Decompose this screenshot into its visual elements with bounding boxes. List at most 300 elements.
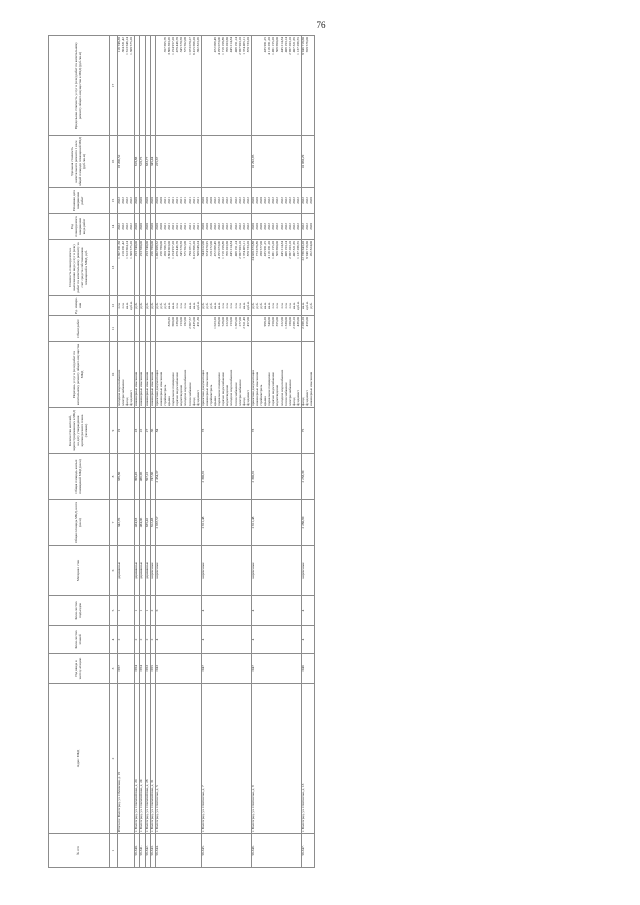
limit-cost-cell-line	[140, 37, 144, 134]
limit-cost-cell-line: 4 116 281,20	[267, 37, 272, 55]
work-type-cell-line: водоотведение	[275, 384, 280, 406]
floors-cell: 4	[201, 626, 251, 654]
limit-cost-cell	[118, 36, 135, 136]
completion-date-cell-line: 2020	[208, 197, 213, 204]
entrances-cell: 4	[251, 596, 301, 626]
unit-cell-line: кв.м.	[187, 301, 192, 310]
column-header: Стоимость планируемого к выполнению вида услуг и (или) работ по капитальному ремонту за счет средств собственников помещений в МКД, руб.	[49, 240, 110, 296]
work-volume-cell-line	[140, 317, 144, 340]
work-type-cell	[302, 342, 315, 408]
unit-cell-line: п.м.	[221, 302, 226, 309]
completion-year-cell-line: 2022	[237, 223, 242, 230]
work-type-cell-line: холодное водоснабжение	[279, 369, 284, 406]
residents-cell: 73	[251, 408, 301, 454]
column-number: 8	[110, 454, 118, 500]
year-cell: 1957	[118, 654, 135, 684]
work-type-cell-line: инженерные изыскания	[309, 371, 314, 406]
limit-cost-cell-line: 445 214,34	[279, 37, 284, 53]
address-cell: г. Волгоград, ул. Охотничья, д. 7	[201, 684, 251, 834]
unit-cost-cell: 10 292,95	[251, 136, 301, 188]
work-volume-cell-line	[130, 317, 134, 340]
unit-cell-line: п.м.	[225, 302, 230, 309]
address-cell: г. Волгоград, ул. Олимпийская, д. 24	[140, 684, 145, 834]
limit-cost-cell-line: 575 592,08	[183, 37, 188, 53]
completion-year-cell-line: 2022	[291, 223, 296, 230]
completion-date-cell-line: 2022	[129, 197, 134, 204]
work-type-cell-line: теплоснабжение	[283, 382, 288, 406]
unit-cell-line: куб.м.	[195, 301, 200, 310]
completion-date-cell-line: 2021	[162, 197, 167, 204]
address-cell: г. Волгоград, ул. Олимпийская, д. 31	[150, 684, 155, 834]
unit-cell-line: п.м.	[183, 302, 188, 309]
cost-cell-line: 1 613 664,14	[125, 241, 130, 259]
rotated-table-container	[48, 36, 608, 868]
row-number: 56.346.	[251, 834, 301, 868]
work-volume-cell-line: 2 289,10	[301, 317, 306, 329]
work-type-cell-line: стройконтроль	[162, 384, 167, 406]
unit-cell-line: руб.	[259, 302, 264, 309]
limit-cost-cell-line: 1 613 646,14	[125, 37, 130, 55]
completion-date-cell-line: 2022	[241, 197, 246, 204]
work-type-cell-line: электроснабжение	[237, 379, 242, 406]
cost-cell-line: 345 570,58	[179, 241, 184, 257]
completion-year-cell-line: 2021	[179, 223, 184, 230]
address-cell: Итого по: Волгоград, ул. Обливская, д. 19	[118, 684, 135, 834]
work-volume-cell-line: 439,00	[295, 317, 300, 327]
unit-cell-line: кв.м.	[213, 301, 218, 310]
completion-date-cell-line: 2020	[200, 197, 205, 204]
completion-date-cell	[251, 188, 301, 214]
wall-material-cell: деревянные	[140, 546, 145, 596]
work-type-cell-line: проектная документация	[200, 370, 205, 406]
total-area-cell: 2 611,48	[251, 500, 301, 546]
work-volume-cell-line	[151, 317, 155, 340]
floors-cell: 4	[155, 626, 201, 654]
cost-cell-line: 674 970,95	[204, 241, 209, 257]
completion-year-cell-line: 2022	[301, 223, 306, 230]
completion-date-cell-line: 2022	[295, 197, 300, 204]
work-type-cell-line: водоотведение	[225, 384, 230, 406]
completion-year-cell-line: 2021	[187, 223, 192, 230]
completion-date-cell-line: 2022	[121, 197, 126, 204]
work-type-cell-line: проектная документация	[250, 370, 255, 406]
living-area-cell: 597,22	[145, 454, 150, 500]
completion-year-cell	[251, 214, 301, 240]
column-header: Общая площадь МКД, всего (кв.м)	[49, 500, 110, 546]
limit-cost-cell-line: 435 981,25	[263, 37, 268, 53]
work-type-cell-line: фасад	[301, 397, 306, 406]
cost-cell-line: 1 308 575,20	[129, 241, 134, 259]
work-type-cell-line: холодное водоснабжение	[117, 369, 121, 406]
column-header: Удельная стоимость капитального ремонта 1 кв.м общей площади помещений МКД (руб./кв.м)	[49, 136, 110, 188]
limit-cost-cell-line: 116 748,38	[117, 37, 121, 53]
completion-date-cell-line: 2021	[187, 197, 192, 204]
unit-cell	[201, 296, 251, 316]
completion-year-cell-line: 2020	[144, 223, 149, 230]
limit-cost-cell-line: 445 214,34	[229, 37, 234, 53]
entrances-cell: 6	[155, 596, 201, 626]
completion-year-cell-line: 2022	[121, 223, 126, 230]
table-body	[118, 36, 315, 868]
work-type-cell-line: фундамент	[245, 390, 250, 406]
work-type-cell-line: крыша	[263, 396, 268, 406]
work-volume-cell-line: 222,00	[279, 317, 284, 327]
year-cell: 1943	[155, 654, 201, 684]
completion-year-cell-line: 2021	[162, 223, 167, 230]
work-type-cell-line: фундамент	[195, 390, 200, 406]
completion-year-cell-line: 2022	[117, 223, 121, 230]
living-area-cell: 2 390,91	[251, 454, 301, 500]
row-number: 56.345.	[201, 834, 251, 868]
table-row	[118, 36, 135, 868]
completion-year-cell-line: 2022	[229, 223, 234, 230]
limit-cost-cell-line: 569 690,00	[275, 37, 280, 53]
unit-cell-line: п.м.	[279, 302, 284, 309]
total-area-cell: 434,93	[135, 500, 140, 546]
completion-year-cell-line: 2022	[217, 223, 222, 230]
completion-date-cell-line: 2020	[309, 197, 314, 204]
completion-year-cell-line: 2022	[271, 223, 276, 230]
unit-cell-line: п.м.	[237, 302, 242, 309]
cost-cell	[155, 240, 201, 296]
completion-year-cell-line: 2020	[139, 223, 144, 230]
work-volume-cell-line: 277,00	[237, 317, 242, 327]
cost-cell-line: 22 736 643,20	[301, 241, 306, 261]
column-header: Коли-чество этажей	[49, 626, 110, 654]
limit-cost-cell-line: 1 374 465,11	[241, 37, 246, 55]
year-cell: 1946	[302, 654, 315, 684]
work-volume-cell-line: 2 435,00	[191, 317, 196, 329]
work-type-cell-line: подвальное помещение	[267, 372, 272, 406]
limit-cost-cell-line: 6 415 696,20	[191, 37, 196, 55]
residents-cell: 73	[201, 408, 251, 454]
work-volume-cell-line: 1 365,00	[233, 317, 238, 329]
work-volume-cell-line: 451,30	[195, 317, 200, 327]
work-type-cell-line: холодное водоснабжение	[229, 369, 234, 406]
cost-cell-line: 1 137 286,55	[295, 241, 300, 259]
completion-year-cell-line: 2022	[129, 223, 134, 230]
completion-date-cell-line: 2022	[217, 197, 222, 204]
completion-date-cell-line: 2020	[134, 197, 139, 204]
entrances-cell: 1	[135, 596, 140, 626]
column-number: 10	[110, 342, 118, 408]
cost-cell-line: 210 281,42	[121, 241, 126, 257]
row-number: 56.344.	[155, 834, 201, 868]
work-type-cell	[201, 342, 251, 408]
work-volume-cell-line: 638,00	[217, 317, 222, 327]
work-volume-cell-line: 222,00	[225, 317, 230, 327]
column-header: Объем работ	[49, 316, 110, 342]
limit-cost-cell-line: 364 331,42	[121, 37, 126, 53]
floors-cell: 2	[140, 626, 145, 654]
column-number: 16	[110, 136, 118, 188]
completion-year-cell-line: 2020	[204, 223, 209, 230]
cost-cell-line: 1 482 908,52	[154, 241, 159, 259]
year-cell: 1947	[251, 654, 301, 684]
column-number: 12	[110, 296, 118, 316]
completion-date-cell-line: 2020	[139, 197, 144, 204]
completion-date-cell-line: 2022	[233, 197, 238, 204]
unit-cell-line: кв.м.	[217, 301, 222, 310]
work-volume-cell-line: 250,00	[271, 317, 276, 327]
unit-cell-line: кв.м.	[267, 301, 272, 310]
cost-cell-line: 569 690,00	[275, 241, 280, 257]
cost-cell-line: 280 577,00	[259, 241, 264, 257]
unit-cell-line: куб.м.	[129, 301, 134, 310]
cost-cell-line: 256 780,00	[149, 241, 154, 257]
completion-date-cell-line: 2022	[263, 197, 268, 204]
completion-year-cell-line: 2022	[125, 223, 130, 230]
limit-cost-cell-line: 1 137 286,55	[295, 37, 300, 55]
cost-cell-line: 1 719 198,89	[221, 241, 226, 259]
completion-year-cell-line: 2020	[259, 223, 264, 230]
floors-cell: 2	[135, 626, 140, 654]
limit-cost-cell-line: 407 321,65	[291, 37, 296, 53]
cost-cell-line: 870 733,20	[245, 241, 250, 257]
unit-cell-line: руб.	[255, 302, 259, 309]
completion-date-cell-line: 2022	[117, 197, 121, 204]
work-type-cell-line: теплоснабжение	[187, 382, 192, 406]
unit-cell-line: п.м.	[271, 302, 276, 309]
header-row	[49, 36, 110, 868]
limit-cost-cell-line: 345 570,58	[179, 37, 184, 53]
completion-year-cell-line: 2022	[245, 223, 250, 230]
column-number: 3	[110, 654, 118, 684]
column-header: Коли-чество подъездов	[49, 596, 110, 626]
unit-cell-line: кв.м.	[301, 301, 306, 310]
column-header: Год планируемого завершения вида работ	[49, 214, 110, 240]
column-number: 15	[110, 188, 118, 214]
cost-cell-line: 1 481 155,20	[271, 241, 276, 259]
work-volume-cell-line: 238,00	[175, 317, 180, 327]
column-number: 5	[110, 596, 118, 626]
limit-cost-cell-line	[146, 37, 150, 134]
work-type-cell-line: крыша	[213, 396, 218, 406]
unit-cell-line: п.м.	[121, 302, 126, 309]
work-type-cell-line: фасад	[191, 397, 196, 406]
work-type-cell-line: инженерные изыскания	[139, 371, 144, 406]
completion-year-cell-line: 2022	[283, 223, 288, 230]
work-volume-cell-line: 998,20	[263, 317, 268, 327]
work-type-cell	[118, 342, 135, 408]
work-volume-cell-line: 355,00	[275, 317, 280, 327]
completion-date-cell-line: 2021	[171, 197, 176, 204]
work-volume-cell-line: 1 023,20	[213, 317, 218, 329]
row-number: 56.340.	[135, 834, 140, 868]
column-header: Перечень услуг и (или) работ по капитальному ремонту общего имущества МКД	[49, 342, 110, 408]
work-type-cell-line: электроснабжение	[121, 379, 126, 406]
unit-cell-line: куб.м.	[295, 301, 300, 310]
completion-year-cell	[118, 214, 135, 240]
floors-cell: 4	[302, 626, 315, 654]
completion-date-cell-line: 2022	[275, 197, 280, 204]
unit-cell	[251, 296, 301, 316]
unit-cell-line: кв.м.	[171, 301, 176, 310]
limit-cost-cell-line: 382 823,26	[195, 37, 200, 53]
completion-date-cell-line: 2021	[167, 197, 172, 204]
unit-cell-line: п.м.	[283, 302, 288, 309]
completion-date-cell-line: 2020	[250, 197, 255, 204]
limit-cost-cell-line: 3 866 383,26	[167, 37, 172, 55]
work-volume-cell-line: 660,00	[171, 317, 176, 327]
cost-cell-line: 2 987 203,10	[287, 241, 292, 259]
entrances-cell: 4	[302, 596, 315, 626]
completion-year-cell	[155, 214, 201, 240]
address-cell: г. Волгоград, ул. Олимпийская, д. 20	[135, 684, 140, 834]
entrances-cell: 1	[140, 596, 145, 626]
unit-cell-line: п.м.	[275, 302, 280, 309]
wall-material-cell: деревянные	[118, 546, 135, 596]
cost-cell-line: 1 254 957,20	[171, 241, 176, 259]
column-number: 9	[110, 408, 118, 454]
work-type-cell-line: инженерные изыскания	[158, 371, 163, 406]
cost-cell-line: 4 295 073,06	[217, 241, 222, 259]
completion-year-cell-line: 2020	[200, 223, 205, 230]
completion-year-cell	[302, 214, 315, 240]
unit-cell-line: п.м.	[287, 302, 292, 309]
unit-cell	[118, 296, 135, 316]
limit-cost-cell-line: 409 191,14	[233, 37, 238, 53]
cost-cell-line: 472 099,49	[213, 241, 218, 257]
unit-cell-line: кв.м.	[167, 301, 172, 310]
work-type-cell-line: фасад	[291, 397, 296, 406]
limit-cost-cell-line: 2 987 203,10	[287, 37, 292, 55]
cost-cell-line: 1 397 281,50	[117, 241, 121, 259]
cost-cell-line: 769 203,60	[225, 241, 230, 257]
total-area-cell: 2 611,48	[201, 500, 251, 546]
row-number: 56.342.	[145, 834, 150, 868]
work-type-cell-line: теплоснабжение	[233, 382, 238, 406]
completion-date-cell-line: 2022	[237, 197, 242, 204]
work-volume-cell-line: 540,00	[267, 317, 272, 327]
address-cell: г. Волгоград, ул. Олимпийская, д. 28	[145, 684, 150, 834]
cost-cell-line: 4 116 281,20	[267, 241, 272, 259]
limit-cost-cell	[251, 36, 301, 136]
completion-year-cell-line: 2021	[167, 223, 172, 230]
completion-year-cell-line: 2022	[275, 223, 280, 230]
limit-cost-cell-line: 1 073 070,27	[187, 37, 192, 55]
cost-cell-line: 409 193,14	[283, 241, 288, 257]
table-sheet	[48, 36, 608, 868]
limit-cost-cell-line	[310, 37, 314, 134]
unit-cell	[302, 296, 315, 316]
work-type-cell-line: фундамент	[295, 390, 300, 406]
cost-cell-line: 407 321,65	[291, 241, 296, 257]
completion-date-cell-line: 2022	[279, 197, 284, 204]
living-area-cell: 398,45	[135, 454, 140, 500]
completion-year-cell	[201, 214, 251, 240]
work-volume-cell	[155, 316, 201, 342]
year-cell: 1947	[201, 654, 251, 684]
completion-year-cell-line: 2020	[158, 223, 163, 230]
unit-cell-line: руб.	[158, 302, 163, 309]
unit-cost-cell: 225,67	[155, 136, 201, 188]
column-header: Адрес МКД	[49, 684, 110, 834]
wall-material-cell: кирпичные	[150, 546, 155, 596]
completion-date-cell-line: 2022	[301, 197, 306, 204]
year-cell: 1954	[140, 654, 145, 684]
unit-cost-cell: 633,77	[145, 136, 150, 188]
entrances-cell: 1	[118, 596, 135, 626]
row-number	[118, 834, 135, 868]
completion-date-cell-line: 2021	[183, 197, 188, 204]
limit-cost-cell-line	[135, 37, 139, 134]
completion-year-cell-line: 2022	[233, 223, 238, 230]
completion-date-cell-line: 2020	[255, 197, 259, 204]
limit-cost-cell-line: 2 987 903,10	[237, 37, 242, 55]
year-cell: 1953	[145, 654, 150, 684]
completion-date-cell-line: 2020	[259, 197, 264, 204]
completion-date-cell-line: 2022	[125, 197, 130, 204]
completion-date-cell-line: 2020	[144, 197, 149, 204]
unit-cell-line: руб.	[208, 302, 213, 309]
living-area-cell: 2 454,37	[155, 454, 201, 500]
limit-cost-cell	[201, 36, 251, 136]
limit-cost-cell-line: 478 446,70	[175, 37, 180, 53]
living-area-cell: 2 258,39	[302, 454, 315, 500]
unit-cost-cell: 345,44	[150, 136, 155, 188]
column-number: 1	[110, 834, 118, 868]
work-type-cell-line: инженерные изыскания	[144, 371, 149, 406]
column-number: 2	[110, 684, 118, 834]
total-area-cell: 812,48	[150, 500, 155, 546]
completion-year-cell-line: 2022	[263, 223, 268, 230]
work-volume-cell-line: 528,00	[221, 317, 226, 327]
column-header: Общая площадь жилых помещений МКД (кв.м)	[49, 454, 110, 500]
work-type-cell-line: подвальное помещение	[171, 372, 176, 406]
page-number: 76	[316, 20, 326, 30]
completion-date-cell-line: 2020	[149, 197, 154, 204]
cost-cell-line: 435 981,25	[263, 241, 268, 257]
cost-cell-line: 3 864 663,00	[167, 241, 172, 259]
completion-year-cell-line: 2020	[250, 223, 255, 230]
row-number: 56.343.	[150, 834, 155, 868]
residents-cell: 84	[155, 408, 201, 454]
limit-cost-cell-line: 769 203,60	[225, 37, 230, 53]
table-row	[251, 36, 301, 868]
work-type-cell-line: инженерные изыскания	[204, 371, 209, 406]
completion-date-cell	[302, 188, 315, 214]
completion-year-cell-line: 2021	[191, 223, 196, 230]
residents-cell: 36	[150, 408, 155, 454]
limit-cost-cell-line: 4 295 073,06	[217, 37, 222, 55]
work-volume-cell	[251, 316, 301, 342]
table-row	[302, 36, 315, 868]
unit-cost-cell: 18 206,52	[118, 136, 135, 188]
work-volume-cell-line: 153,00	[179, 317, 184, 327]
living-area-cell: 747,66	[150, 454, 155, 500]
unit-cell	[155, 296, 201, 316]
work-volume-cell-line	[310, 317, 314, 340]
unit-cell-line: руб.	[204, 302, 209, 309]
wall-material-cell: кирпичные	[155, 546, 201, 596]
address-cell: г. Волгоград, ул. Охотничья, д. 13	[302, 684, 315, 834]
completion-date-cell-line: 2020	[204, 197, 209, 204]
unit-cell-line: кв.м.	[241, 301, 246, 310]
column-number: 11	[110, 316, 118, 342]
work-type-cell-line: стройконтроль	[259, 384, 264, 406]
completion-date-cell	[155, 188, 201, 214]
limit-cost-cell-line: 1 481 155,20	[271, 37, 276, 55]
column-header: Ед. измере-ния	[49, 296, 110, 316]
completion-date-cell-line: 2022	[229, 197, 234, 204]
limit-cost-cell-line: 1 719 198,89	[221, 37, 226, 55]
living-area-cell: 339,80	[118, 454, 135, 500]
cost-cell-line: 260 706,73	[162, 241, 167, 257]
completion-year-cell-line: 2022	[241, 223, 246, 230]
work-type-cell-line: подвальное помещение	[217, 372, 222, 406]
column-number: 14	[110, 214, 118, 240]
